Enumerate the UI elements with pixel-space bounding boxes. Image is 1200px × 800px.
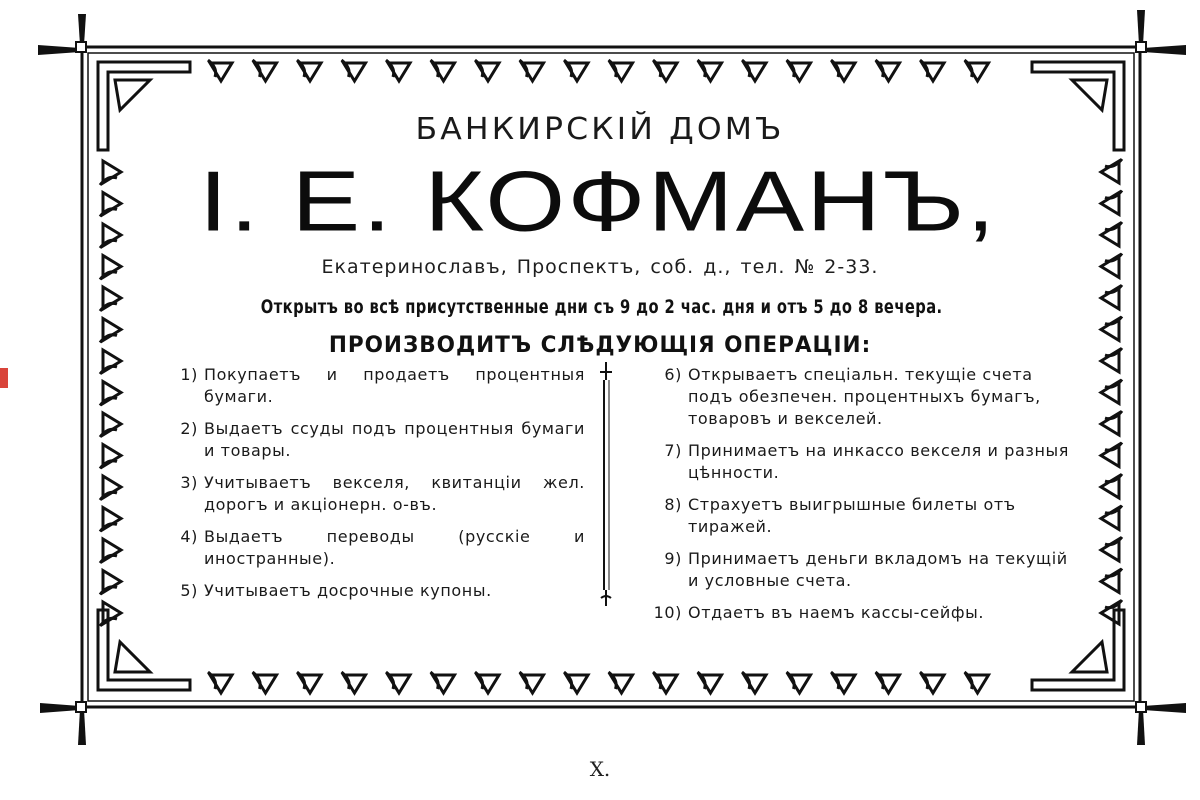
- operation-number: 2): [180, 419, 198, 438]
- operation-text: Открываетъ спеціальн. текущіе счета подъ обезпечен. процентныхъ бумагъ, товаровъ и векселей.: [688, 365, 1041, 428]
- spike-br-right: [1143, 703, 1186, 713]
- border-motif: [475, 60, 499, 81]
- divider-bottom-finial: [601, 590, 611, 606]
- spike-tr-up: [1137, 10, 1145, 45]
- page-folio: X.: [589, 757, 611, 781]
- border-motif: [1101, 569, 1122, 593]
- operation-number: 8): [664, 495, 682, 514]
- operation-item-6: [640, 364, 1070, 430]
- border-motif: [698, 672, 722, 693]
- border-motif: [831, 672, 855, 693]
- border-motif: [1101, 443, 1122, 467]
- ornament-bl: [98, 610, 190, 690]
- address-line: Екатеринославъ, Проспектъ, соб. д., тел. № 2-33.: [321, 256, 879, 278]
- operation-item-3: [160, 472, 585, 516]
- border-motif: [208, 60, 232, 81]
- operation-text: Страхуетъ выигрышные билеты отъ тиражей.: [688, 495, 1016, 536]
- operations-title: ПРОИЗВОДИТЪ СЛѢДУЮЩІЯ ОПЕРАЦІИ:: [328, 333, 872, 358]
- border-motif: [100, 539, 121, 563]
- operation-number: 3): [180, 473, 198, 492]
- column-divider: [600, 362, 612, 606]
- border-motif: [342, 672, 366, 693]
- banking-house-label: БАНКИРСКІЙ ДОМЪ: [415, 112, 785, 147]
- border-motif: [609, 60, 633, 81]
- border-motif: [920, 60, 944, 81]
- border-motif: [787, 672, 811, 693]
- border-motif: [965, 672, 989, 693]
- border-motif: [100, 382, 121, 406]
- operation-text: Принимаетъ на инкассо векселя и разныя цѣнности.: [688, 441, 1070, 482]
- operation-number: 6): [664, 365, 682, 384]
- operation-text: Покупаетъ и продаетъ процентныя бумаги.: [204, 365, 585, 406]
- operation-number: 5): [180, 581, 198, 600]
- border-motif: [100, 413, 121, 437]
- border-motif: [253, 60, 277, 81]
- operation-text: Учитываетъ векселя, квитанціи жел. дорогъ и акціонерн. о-въ.: [204, 473, 585, 514]
- border-motif: [342, 60, 366, 81]
- border-motif: [1101, 600, 1122, 624]
- border-motif: [520, 60, 544, 81]
- border-motif: [1101, 474, 1122, 498]
- border-motif: [100, 508, 121, 532]
- corner-square-tr: [1136, 42, 1146, 52]
- corner-square-bl: [76, 702, 86, 712]
- operations-left-column: [160, 364, 585, 612]
- operation-text: Принимаетъ деньги вкладомъ на текущій и условные счета.: [688, 549, 1068, 590]
- corner-square-br: [1136, 702, 1146, 712]
- operation-item-9: [640, 548, 1070, 592]
- border-motif: [386, 60, 410, 81]
- spike-br-down: [1137, 709, 1145, 745]
- border-motif: [742, 672, 766, 693]
- corner-square-tl: [76, 42, 86, 52]
- border-motif: [297, 60, 321, 81]
- operation-number: 10): [653, 603, 682, 622]
- operation-text: Учитываетъ досрочные купоны.: [204, 581, 492, 600]
- border-motif: [698, 60, 722, 81]
- operation-number: 7): [664, 441, 682, 460]
- border-motif: [1101, 506, 1122, 530]
- operation-item-5: [160, 580, 585, 602]
- border-motif: [653, 60, 677, 81]
- operation-item-2: [160, 418, 585, 462]
- border-motif: [876, 60, 900, 81]
- operation-text: Выдаетъ переводы (русскіе и иностранные).: [204, 527, 585, 568]
- spike-bl-down: [78, 709, 86, 745]
- border-motif: [564, 672, 588, 693]
- operation-number: 1): [180, 365, 198, 384]
- operation-item-8: [640, 494, 1070, 538]
- border-motif: [787, 60, 811, 81]
- border-motif: [100, 571, 121, 595]
- spike-bl-left: [40, 703, 80, 713]
- border-motif: [609, 672, 633, 693]
- operation-item-4: [160, 526, 585, 570]
- border-motif: [564, 60, 588, 81]
- border-motif: [475, 672, 499, 693]
- border-motif: [876, 672, 900, 693]
- spike-tl-left: [38, 45, 80, 55]
- border-motif: [920, 672, 944, 693]
- border-motif: [1101, 380, 1122, 404]
- operation-text: Выдаетъ ссуды подъ процентныя бумаги и товары.: [204, 419, 585, 460]
- divider-top-finial: [600, 362, 612, 380]
- operation-number: 9): [664, 549, 682, 568]
- spike-tr-right: [1143, 45, 1186, 55]
- operation-item-1: [160, 364, 585, 408]
- operation-item-10: [640, 602, 1070, 624]
- opening-hours: Открытъ во всѣ присутственные дни съ 9 до 2 час. дня и отъ 5 до 8 вечера.: [260, 296, 943, 318]
- operation-text: Отдаетъ въ наемъ кассы-сейфы.: [688, 603, 985, 622]
- border-motif: [431, 60, 455, 81]
- border-motif: [1101, 411, 1122, 435]
- border-motif: [100, 445, 121, 469]
- border-motif: [297, 672, 321, 693]
- operation-item-7: [640, 440, 1070, 484]
- border-motif: [1101, 537, 1122, 561]
- border-motif: [253, 672, 277, 693]
- firm-name: І. Е. КОФМАНЪ,: [199, 152, 998, 249]
- spike-tl-up: [78, 14, 86, 45]
- border-motif: [520, 672, 544, 693]
- border-motif: [653, 672, 677, 693]
- border-motif: [100, 602, 121, 626]
- border-motif: [100, 476, 121, 500]
- operation-number: 4): [180, 527, 198, 546]
- border-motif: [386, 672, 410, 693]
- border-motif: [431, 672, 455, 693]
- operations-right-column: [640, 364, 1070, 634]
- border-motif: [831, 60, 855, 81]
- border-motif: [208, 672, 232, 693]
- border-motif: [965, 60, 989, 81]
- border-motif: [742, 60, 766, 81]
